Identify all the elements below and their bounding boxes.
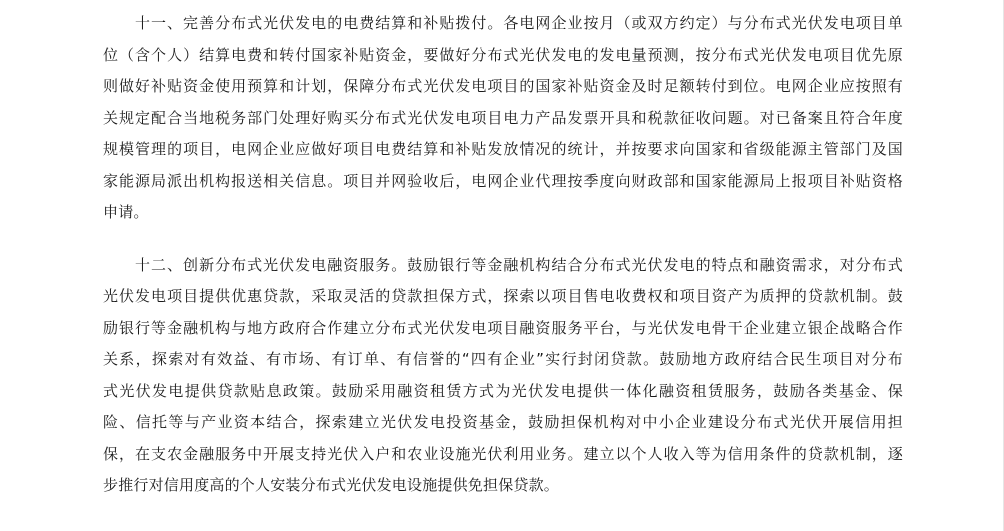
paragraph-line: 励银行等金融机构与地方政府合作建立分布式光伏发电项目融资服务平台，与光伏发电骨干企业建立银企战略合作: [103, 318, 903, 337]
paragraph-line: 十一、完善分布式光伏发电的电费结算和补贴拨付。各电网企业按月（或双方约定）与分布式光伏发电项目单: [135, 14, 903, 32]
paragraph-12: [103, 250, 903, 502]
paragraph-line: 式光伏发电提供贷款贴息政策。鼓励采用融资租赁方式为光伏发电提供一体化融资租赁服务，鼓励各类基金、保: [103, 381, 903, 400]
paragraph-line: 光伏发电项目提供优惠贷款，采取灵活的贷款担保方式，探索以项目售电收费权和项目资产为质押的贷款机制。鼓: [103, 287, 903, 305]
paragraph-line: 关规定配合当地税务部门处理好购买分布式光伏发电项目电力产品发票开具和税款征收问题。对已备案且符合年度: [103, 108, 903, 127]
paragraph-line: 家能源局派出机构报送相关信息。项目并网验收后，电网企业代理按季度向财政部和国家能源局上报项目补贴资格: [103, 171, 903, 190]
paragraph-line: 规模管理的项目，电网企业应做好项目电费结算和补贴发放情况的统计，并按要求向国家和省级能源主管部门及国: [103, 140, 903, 158]
paragraph-line: 步推行对信用度高的个人安装分布式光伏发电设施提供免担保贷款。: [103, 476, 560, 494]
paragraph-line: 险、信托等与产业资本结合，探索建立光伏发电投资基金，鼓励担保机构对中小企业建设分布式光伏开展信用担: [103, 413, 903, 431]
paragraph-spacer: [103, 229, 903, 250]
paragraph-line: 则做好补贴资金使用预算和计划，保障分布式光伏发电项目的国家补贴资金及时足额转付到位。电网企业应按照有: [103, 77, 903, 95]
paragraph-line: 十二、创新分布式光伏发电融资服务。鼓励银行等金融机构结合分布式光伏发电的特点和融资需求，对分布式: [135, 255, 903, 274]
paragraph-11: [103, 8, 903, 229]
paragraph-line: 关系，探索对有效益、有市场、有订单、有信誉的“四有企业”实行封闭贷款。鼓励地方政府结合民生项目对分布: [103, 350, 903, 368]
paragraph-line: 保，在支农金融服务中开展支持光伏入户和农业设施光伏利用业务。建立以个人收入等为信用条件的贷款机制，逐: [103, 444, 903, 463]
paragraph-line: 申请。: [103, 203, 149, 221]
article-body: [103, 8, 903, 502]
paragraph-line: 位（含个人）结算电费和转付国家补贴资金，要做好分布式光伏发电的发电量预测，按分布式光伏发电项目优先原: [103, 45, 903, 64]
